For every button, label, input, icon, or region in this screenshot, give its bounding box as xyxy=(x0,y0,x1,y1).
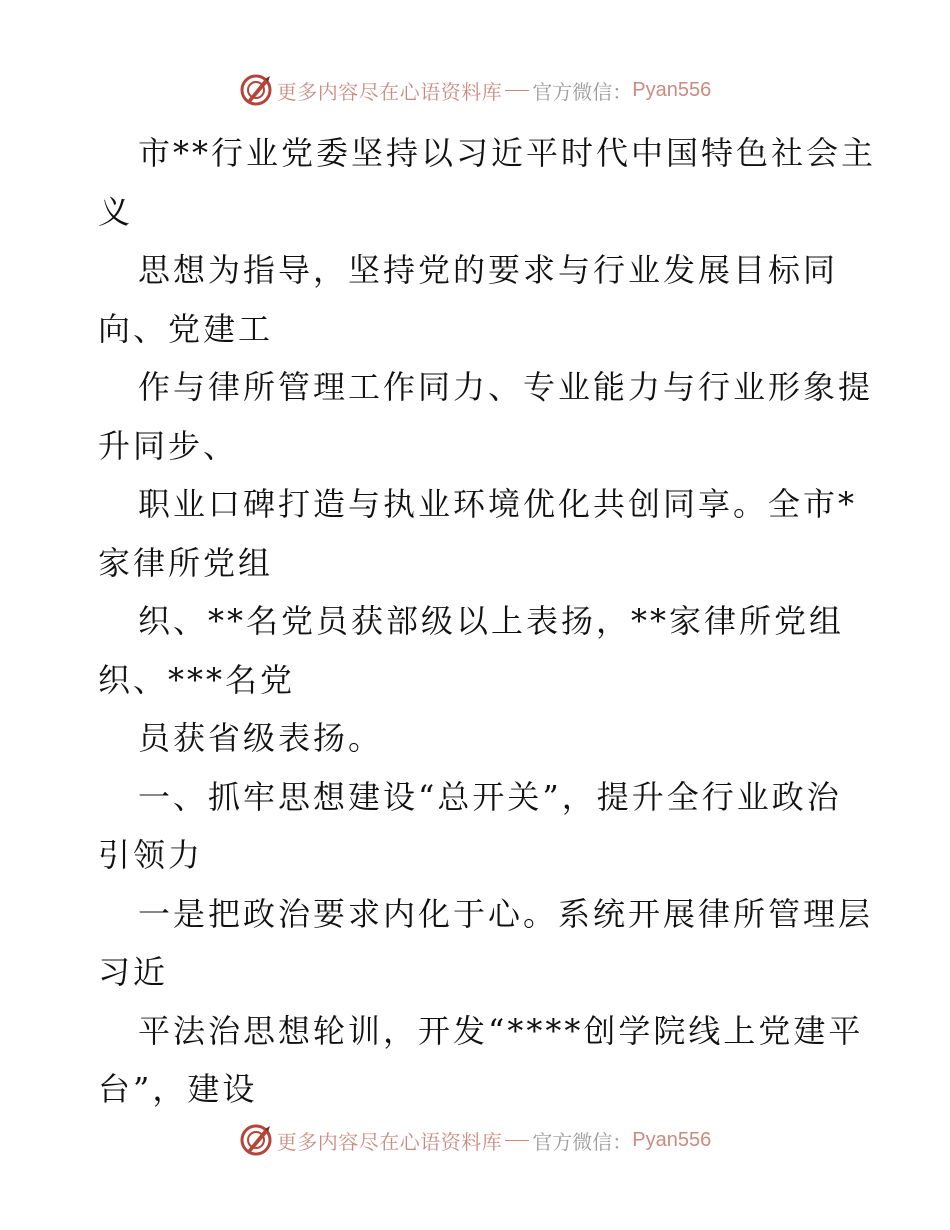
banner-wechat-id: Pyan556 xyxy=(632,1128,712,1151)
paragraph-line: 习近 xyxy=(98,953,169,991)
paragraph-line: 作与律所管理工作同力、专业能力与行业形象提 xyxy=(138,368,874,406)
document-body xyxy=(98,124,898,1119)
paragraph-line: 义 xyxy=(98,192,134,231)
brand-logo-icon xyxy=(239,1123,273,1157)
banner-wechat-label: 官方微信： xyxy=(532,1129,633,1154)
paragraph-line: 市**行业党委坚持以习近平时代中国特色社会主 xyxy=(138,134,877,172)
section-heading-line: 一、抓牢思想建设“总开关”，提升全行业政治 xyxy=(138,777,842,816)
paragraph-line: 织、***名党 xyxy=(98,660,296,699)
brand-logo-icon xyxy=(239,73,273,107)
paragraph-line: 思想为指导，坚持党的要求与行业发展目标同 xyxy=(138,251,839,289)
banner-text: 更多内容尽在心语资料库 xyxy=(276,1129,503,1154)
paragraph-line: 家律所党组 xyxy=(98,543,274,582)
paragraph-line: 织、**名党员获部级以上表扬，**家律所党组 xyxy=(138,602,845,640)
banner-wechat-id: Pyan556 xyxy=(632,78,712,101)
paragraph-line: 一是把政治要求内化于心。系统开展律所管理层 xyxy=(138,894,874,933)
paragraph-line: 升同步、 xyxy=(98,426,239,465)
section-heading-line: 引领力 xyxy=(98,836,204,874)
footer-watermark-banner xyxy=(0,1120,950,1160)
banner-separator xyxy=(505,90,529,91)
paragraph-line: 台”，建设 xyxy=(98,1070,258,1108)
banner-text: 更多内容尽在心语资料库 xyxy=(276,79,503,104)
paragraph-line: 平法治思想轮训，开发“****创学院线上党建平 xyxy=(138,1011,864,1050)
header-watermark-banner xyxy=(0,70,950,110)
paragraph-line: 向、党建工 xyxy=(98,309,274,348)
paragraph-line: 员获省级表扬。 xyxy=(138,719,384,757)
banner-separator xyxy=(505,1140,529,1141)
paragraph-line: 职业口碑打造与执业环境优化共创同享。全市* xyxy=(138,485,858,523)
banner-wechat-label: 官方微信： xyxy=(532,79,633,104)
